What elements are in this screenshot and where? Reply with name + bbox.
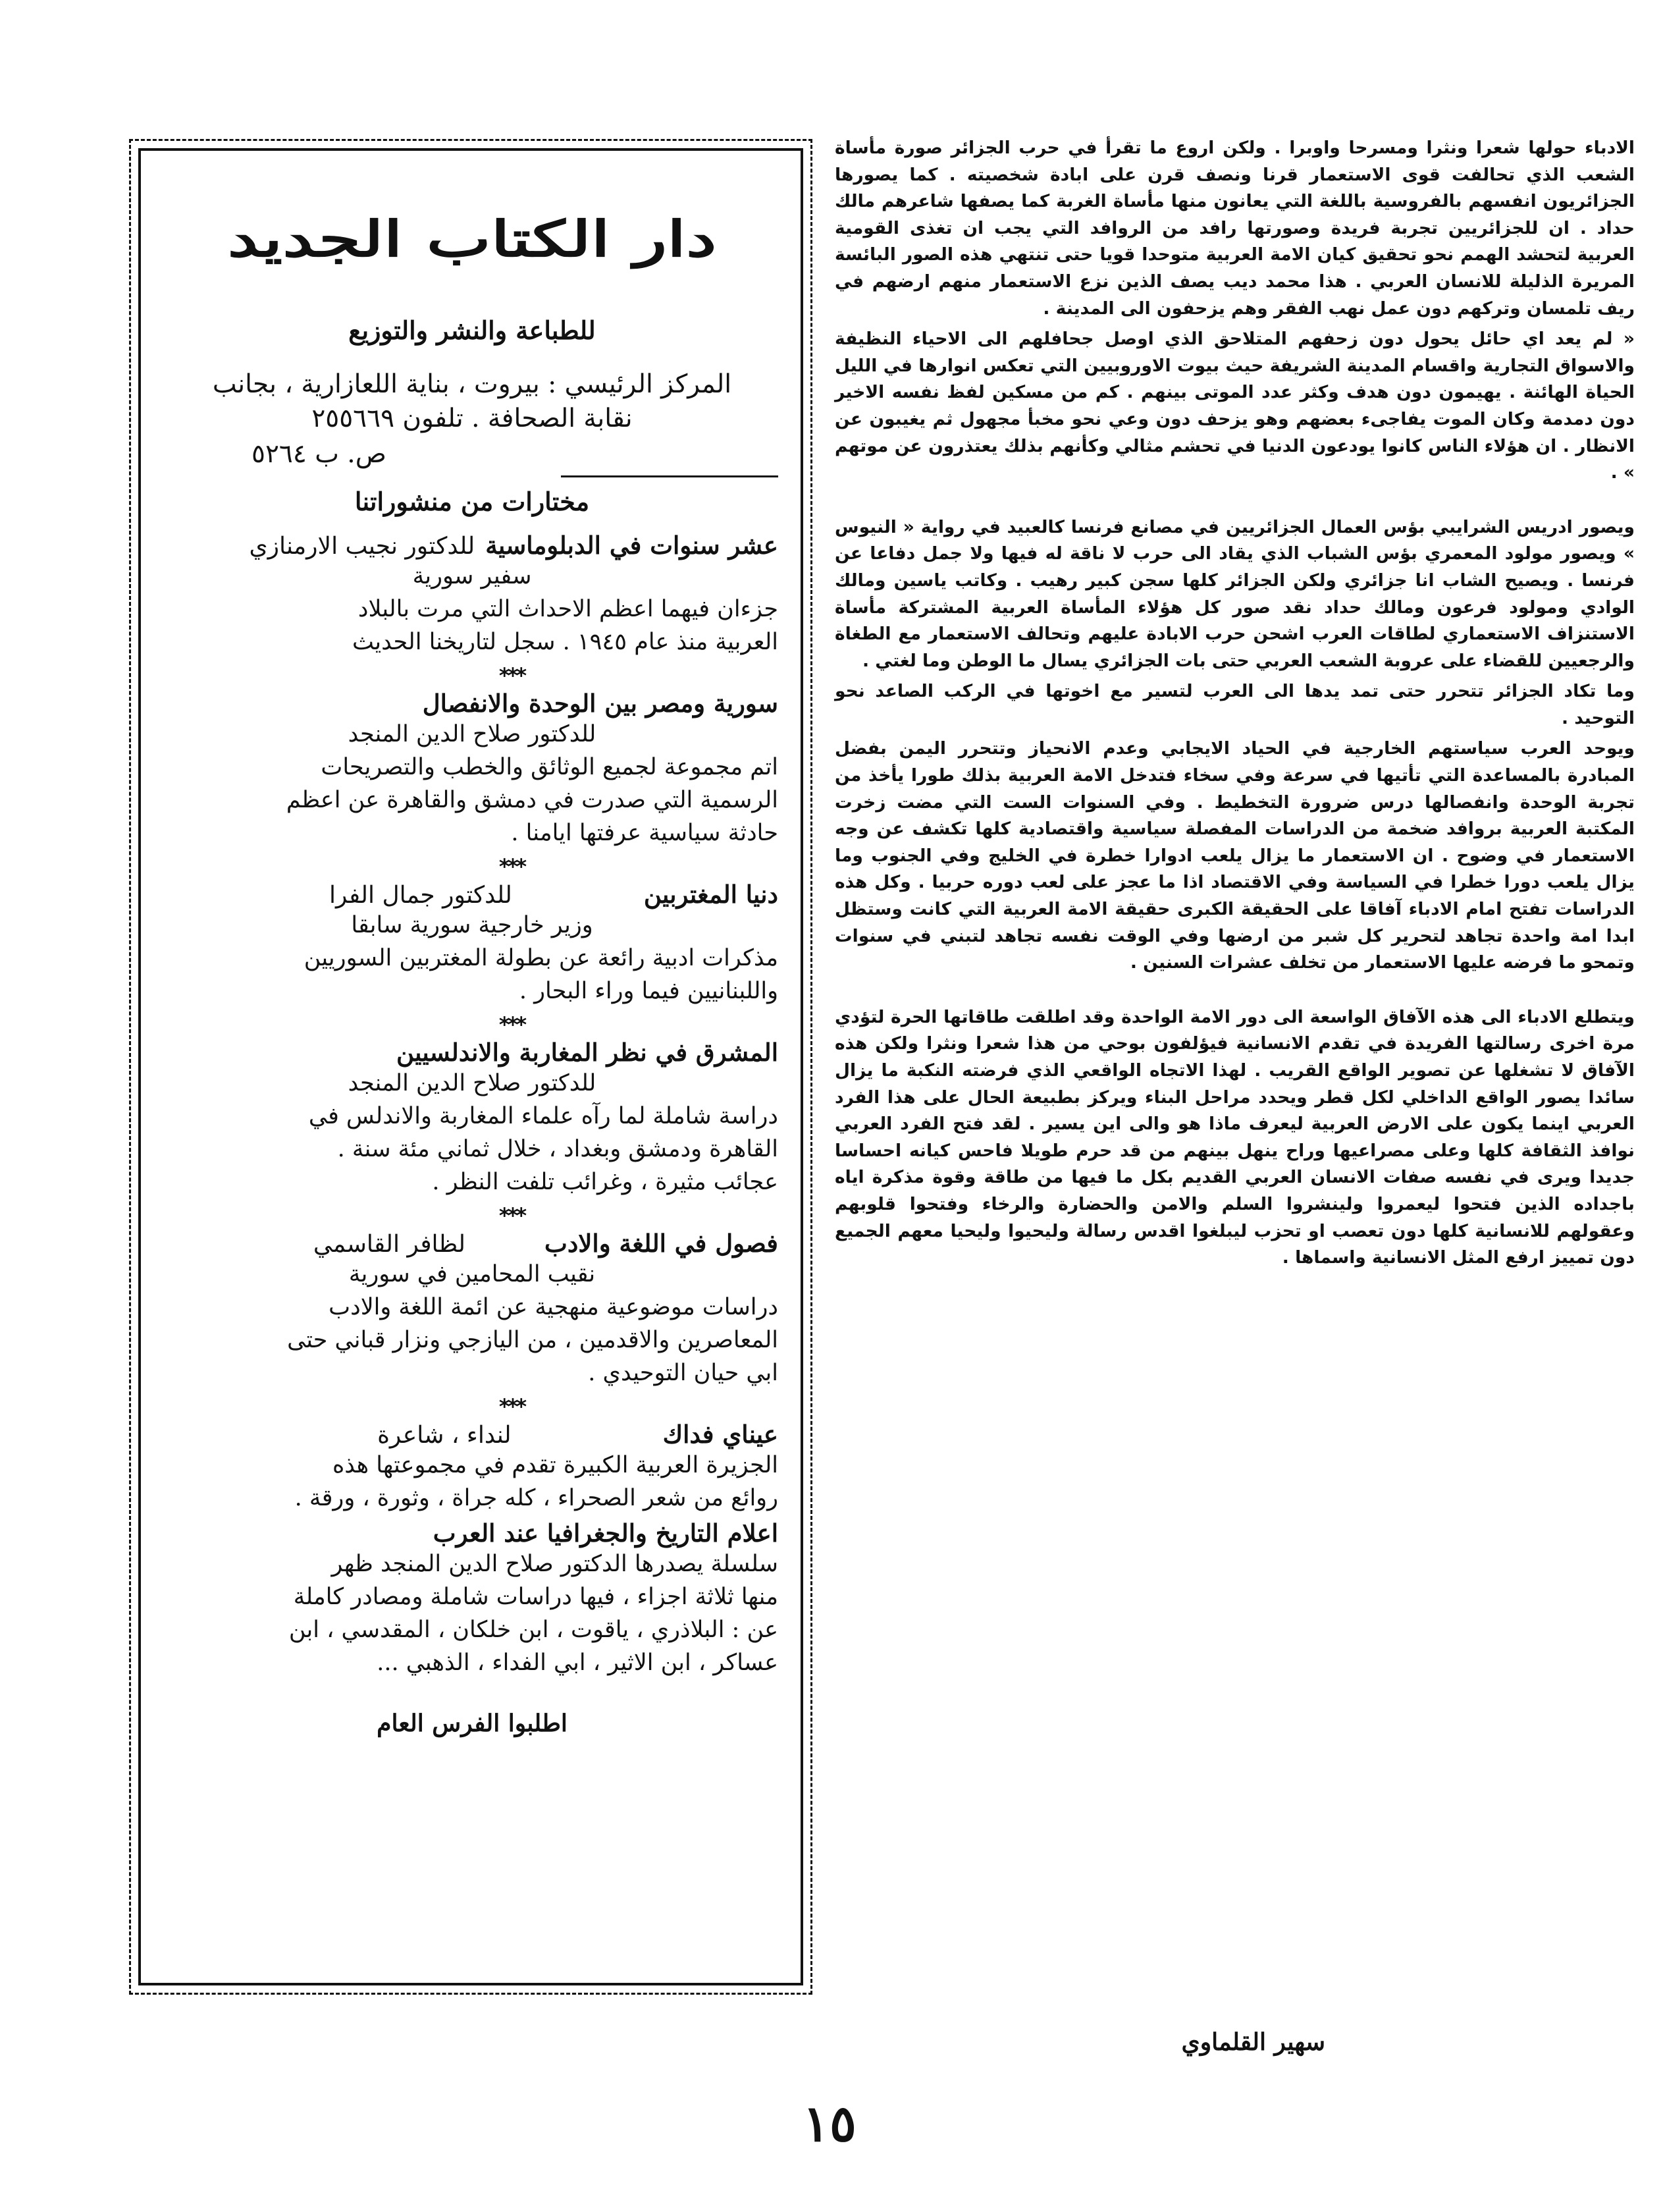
star-separator: *** xyxy=(498,1012,525,1037)
book-line: اتم مجموعة لجميع الوثائق والخطب والتصريحات xyxy=(321,754,778,780)
book-entry xyxy=(166,531,778,659)
book-line: للدكتور صلاح الدين المنجد xyxy=(348,1070,596,1096)
address-line: نقابة الصحافة . تلفون ٢٥٥٦٦٩ xyxy=(311,404,633,433)
book-line: مذكرات ادبية رائعة عن بطولة المغتربين السوريين xyxy=(304,945,778,971)
book-title-line xyxy=(166,1038,778,1067)
star-separator: *** xyxy=(498,1203,525,1228)
book-line: سفير سورية xyxy=(412,563,532,589)
essay-quote-paragraph: « لم يعد اي حائل يحول دون زحفهم المتلاحق الذي اوصل جحافلهم الى الاحياء النظيفة والاسواق التجارية واقسام المدينة الشريفة حيث بيوت الاوروبيين التي تعكس انوارها في الليل الحياة الهائنة . يهيمون دون هدف وكثر عدد الموتى بينهم . كم من مسكين لفظ نفسه الاخير دون دمدمة وكان الموت يفاجىء بعضهم وهو يزحف دون وعي نحو مخبأ مجهول ثم يغيبون عن الانظار . ان هؤلاء الناس كانوا يودعون الدنيا في تحشم مثالي وكأنهم بذلك يعتذرون عن موتهم » . xyxy=(835,329,1635,483)
essay-paragraph: الادباء حولها شعرا ونثرا ومسرحا واوبرا . ولكن اروع ما تقرأ في حرب الجزائر صورة مأساة الشعب الذي تحالفت قوى الاستعمار قرنا ونصف قرن على ابادة شخصيته . كما يصورها الجزائريون انفسهم بالفروسية باللغة التي يعانون منها مأساة الغربة كما يصفها شاعرهم مالك حداد . ان للجزائريين تجربة فريدة وصورتها رافد من الروافد التي يجب ان تغذى القومية العربية لتحشد الهمم نحو تحقيق كيان الامة العربية متوحدا قويا حتى تنتهي هذه الصور البائسة المريرة الذليلة للانسان العربي . هذا محمد ديب يصف الذين نزع الاستعمار منهم ارضهم في ريف تلمسان وتركهم دون عمل نهب الفقر وهم يزحفون الى المدينة . xyxy=(835,138,1635,319)
page-number: ١٥ xyxy=(803,2094,857,2153)
publisher-subtitle: للطباعة والنشر والتوزيع xyxy=(348,315,596,345)
essay-paragraph: ويصور ادريس الشرايبي بؤس العمال الجزائريين في مصانع فرنسا كالعبيد في رواية « النيوس » ويصور مولود المعمري بؤس الشباب الذي يقاد الى حرب لا ناقة له فيها ولا جمل دفاعا عن فرنسا . ويصيح الشاب انا جزائري ولكن الجزائر كلها سجن كبير رهيب . وكاتب ياسين ومالك الوادي ومولود فرعون ومالك حداد نقد صور كل هؤلاء المأساة العربية المشتركة مأساة الاستنزاف الاستعماري لطاقات العرب اشحن حرب الابادة عليهم وتحالف الاستعمار مع الطغاة والرجعيين للقضاء على عروبة الشعب العربي حتى بات الجزائري يسال ما الوطن وما لغتي . xyxy=(835,516,1635,671)
book-line: سلسلة يصدرها الدكتور صلاح الدين المنجد ظهر xyxy=(331,1551,778,1577)
book-entry xyxy=(166,880,778,1008)
book-line: دراسة شاملة لما رآه علماء المغاربة والاندلس في xyxy=(308,1103,778,1129)
book-entry xyxy=(166,1038,778,1199)
book-title-line xyxy=(166,1519,778,1548)
address-line: المركز الرئيسي : بيروت ، بناية اللعازارية ، بجانب xyxy=(212,369,732,399)
book-line: واللبنانيين فيما وراء البحار . xyxy=(519,978,778,1004)
book-title: عيناي فداك xyxy=(662,1420,778,1449)
book-title: المشرق في نظر المغاربة والاندلسيين xyxy=(396,1038,778,1067)
book-line: دراسات موضوعية منهجية عن ائمة اللغة والادب xyxy=(329,1294,778,1320)
publisher-logo xyxy=(166,203,778,302)
book-title-line xyxy=(166,531,778,560)
essay-paragraph: وما تكاد الجزائر تتحرر حتى تمد يدها الى العرب لتسير مع اخوتها في الركب الصاعد نحو التوحيد . xyxy=(835,681,1635,728)
book-line: عن : البلاذري ، ياقوت ، ابن خلكان ، المقدسي ، ابن xyxy=(288,1617,778,1643)
selection-heading: مختارات من منشوراتنا xyxy=(354,487,590,516)
book-line: روائع من شعر الصحراء ، كله جراة ، وثورة ، ورقة . xyxy=(294,1485,778,1511)
book-line: العربية منذ عام ١٩٤٥ . سجل لتاريخنا الحديث xyxy=(352,629,778,655)
star-separator: *** xyxy=(498,663,525,688)
book-title: دنيا المغتربين xyxy=(643,880,778,909)
book-line: نقيب المحامين في سورية xyxy=(348,1261,596,1287)
book-line: القاهرة ودمشق وبغداد ، خلال ثماني مئة سنة . xyxy=(337,1136,778,1162)
publisher-advert-box xyxy=(138,148,803,1985)
book-title: اعلام التاريخ والجغرافيا عند العرب xyxy=(433,1519,778,1548)
divider xyxy=(561,475,778,477)
book-entry xyxy=(166,1229,778,1389)
book-line: منها ثلاثة اجزاء ، فيها دراسات شاملة ومصادر كاملة xyxy=(293,1584,778,1610)
book-title: عشر سنوات في الدبلوماسية xyxy=(485,531,778,560)
book-title-line xyxy=(166,689,778,718)
book-line: عجائب مثيرة ، وغرائب تلفت النظر . xyxy=(432,1169,778,1195)
book-author: لنداء ، شاعرة xyxy=(377,1422,512,1449)
star-separator: *** xyxy=(498,854,525,879)
book-title-line xyxy=(166,1229,778,1258)
book-title-line xyxy=(166,1420,778,1449)
star-separator: *** xyxy=(498,1394,525,1419)
book-line: وزير خارجية سورية سابقا xyxy=(351,912,593,938)
book-title-line xyxy=(166,880,778,909)
essay-paragraph: ويوحد العرب سياستهم الخارجية في الحياد الايجابي وعدم الانحياز وتتحرر اليمن بفضل المبادرة بالمساعدة التي تأتيها في سرعة وفي سخاء فتدخل الامة العربية بذلك طورا يأخذ من تجربة الوحدة وانفصالها درس ضرورة التخطيط . وفي السنوات الست التي مضت زخرت المكتبة العربية بروافد ضخمة من الدراسات المفصلة سياسية واقتصادية كلها تكشف عن وجه الاستعمار في وضوح . ان الاستعمار ما يزال يلعب ادوارا خطرة في الخليج وفي الجنوب وما يزال يلعب دورا خطرا في السياسة وفي الاقتصاد اذا ما عجز على لعب دوره حربيا . وكل هذه الدراسات تفتح امام الادباء آفاقا على الحقيقة الكبرى حقيقة الامة العربية التي كانت وستظل ابدا امة واحدة تجاهد لتحرير كل شبر من ارضها وفي الوقت نفسه تجاهد لتبني في سنوات وتمحو ما فرضه عليها الاستعمار من تخلف عشرات السنين . xyxy=(835,738,1635,973)
book-line: جزءان فيهما اعظم الاحداث التي مرت بالبلاد xyxy=(357,596,778,622)
book-entry xyxy=(166,1420,778,1515)
book-author: لظافر القاسمي xyxy=(313,1231,465,1258)
book-line: ابي حيان التوحيدي . xyxy=(588,1360,778,1386)
author-signature: سهير القلماوي xyxy=(1181,2028,1325,2056)
book-author: للدكتور نجيب الارمنازي xyxy=(249,533,475,560)
publisher-logo-text: دار الكتاب الجديد xyxy=(227,209,717,268)
order-call-to-action: اطلبوا الفرس العام xyxy=(377,1710,568,1737)
book-title: فصول في اللغة والادب xyxy=(544,1229,778,1258)
book-line: عساكر ، ابن الاثير ، ابي الفداء ، الذهبي ... xyxy=(377,1650,778,1676)
po-box: ص. ب ٥٢٦٤ xyxy=(251,439,386,469)
book-line: الجزيرة العربية الكبيرة تقدم في مجموعتها هذه xyxy=(332,1452,778,1478)
advert-content xyxy=(166,184,778,1737)
book-line: للدكتور صلاح الدين المنجد xyxy=(348,721,596,747)
book-author: للدكتور جمال الفرا xyxy=(329,882,512,909)
book-line: المعاصرين والاقدمين ، من اليازجي ونزار قباني حتى xyxy=(287,1327,778,1353)
book-line: حادثة سياسية عرفتها ايامنا . xyxy=(511,820,778,846)
book-line: الرسمية التي صدرت في دمشق والقاهرة عن اعظم xyxy=(286,787,778,813)
book-entry xyxy=(166,1519,778,1679)
essay-column xyxy=(835,135,1635,2058)
book-entry xyxy=(166,689,778,850)
essay-paragraph: ويتطلع الادباء الى هذه الآفاق الواسعة الى دور الامة الواحدة وقد اطلقت طاقاتها الحرة لتؤدي مرة اخرى رسالتها الفريدة في تقدم الانسانية فيؤلفون بوحي من هذا شعرا ونثرا ولكن هذه الآفاق لا تشغلها عن تصوير الواقع القريب . لهذا الاتجاه الواقعي الذي فرضته النكبة ما يزال سائدا يصور الواقع الداخلي لكل قطر ويحدد مراحل البناء ويركز بطبيعة الحال على هذا الفرد العربي اينما يكون على الارض العربية ليعرف ماذا هو والى اين يسير . لقد فتح الفرد العربي نوافذ الثقافة كلها وعلى مصراعيها وراح ينهل بينهم من قد حرم طويلا فاحس كيانه احساسا جديدا ويرى في نفسه صفات الانسان العربي القديم بكل ما فيها من طاقة وقوة مذكرة اياه باجداده الذين فتحوا ليعمروا ولينشروا السلم والامن والحضارة والرخاء وفتحوا قلوبهم وعقولهم للانسانية كلها دون تعصب او تحزب ليبلغوا اقدس رسالة وليحيوا وليحيا معهم الجميع دون تمييز ارفع المثل الانسانية واسماها . xyxy=(835,1006,1635,1268)
book-title: سورية ومصر بين الوحدة والانفصال xyxy=(422,689,778,718)
